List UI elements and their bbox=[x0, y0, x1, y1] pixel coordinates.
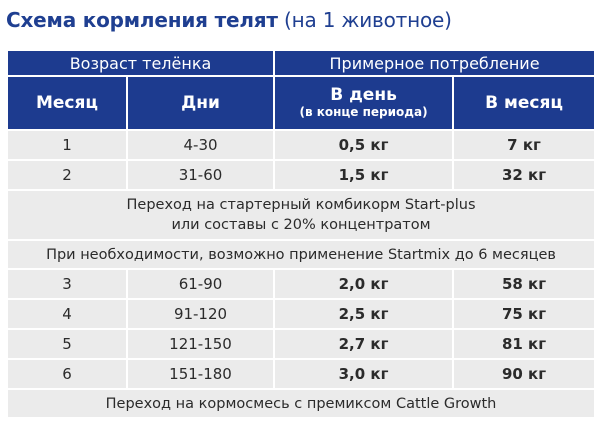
feeding-schedule-table bbox=[6, 49, 596, 419]
cell-month: 4 bbox=[8, 300, 126, 328]
cell-per-day: 2,5 кг bbox=[275, 300, 452, 328]
note-final: Переход на кормосмесь с премиксом Cattle Growth bbox=[8, 390, 594, 417]
note-row-final bbox=[8, 390, 594, 417]
table-row bbox=[8, 161, 594, 189]
cell-per-day: 3,0 кг bbox=[275, 360, 452, 388]
header-consumption-group: Примерное потребление bbox=[275, 51, 594, 75]
title-main: Схема кормления телят bbox=[6, 8, 278, 32]
note-row-startmix bbox=[8, 241, 594, 268]
cell-month: 6 bbox=[8, 360, 126, 388]
table-row bbox=[8, 300, 594, 328]
cell-days: 121-150 bbox=[128, 330, 273, 358]
cell-month: 3 bbox=[8, 270, 126, 298]
header-age-group: Возраст телёнка bbox=[8, 51, 273, 75]
cell-per-month: 75 кг bbox=[454, 300, 594, 328]
table-row bbox=[8, 330, 594, 358]
header-columns-row bbox=[8, 77, 594, 129]
cell-month: 1 bbox=[8, 131, 126, 159]
header-per-day-note: (в конце периода) bbox=[299, 105, 428, 119]
cell-days: 31-60 bbox=[128, 161, 273, 189]
note-transition-cell bbox=[8, 191, 594, 239]
header-per-day-cell bbox=[275, 77, 452, 129]
cell-per-month: 81 кг bbox=[454, 330, 594, 358]
cell-per-day: 1,5 кг bbox=[275, 161, 452, 189]
page-title bbox=[6, 6, 452, 34]
header-per-day: В день bbox=[330, 85, 397, 105]
note-startmix: При необходимости, возможно применение Startmix до 6 месяцев bbox=[8, 241, 594, 268]
note-transition-line1: Переход на стартерный комбикорм Start-plus bbox=[126, 197, 476, 213]
header-days: Дни bbox=[128, 77, 273, 129]
header-per-month: В месяц bbox=[454, 77, 594, 129]
cell-days: 61-90 bbox=[128, 270, 273, 298]
table-row bbox=[8, 131, 594, 159]
cell-per-month: 32 кг bbox=[454, 161, 594, 189]
cell-per-month: 7 кг bbox=[454, 131, 594, 159]
cell-month: 5 bbox=[8, 330, 126, 358]
cell-days: 151-180 bbox=[128, 360, 273, 388]
cell-month: 2 bbox=[8, 161, 126, 189]
cell-per-day: 0,5 кг bbox=[275, 131, 452, 159]
cell-days: 4-30 bbox=[128, 131, 273, 159]
cell-per-day: 2,0 кг bbox=[275, 270, 452, 298]
table-row bbox=[8, 360, 594, 388]
table-row bbox=[8, 270, 594, 298]
cell-per-day: 2,7 кг bbox=[275, 330, 452, 358]
cell-per-month: 90 кг bbox=[454, 360, 594, 388]
title-note: (на 1 животное) bbox=[284, 8, 452, 32]
header-group-row bbox=[8, 51, 594, 75]
note-transition-line2: или составы с 20% концентратом bbox=[171, 217, 431, 233]
header-month: Месяц bbox=[8, 77, 126, 129]
note-row-transition bbox=[8, 191, 594, 239]
cell-days: 91-120 bbox=[128, 300, 273, 328]
cell-per-month: 58 кг bbox=[454, 270, 594, 298]
